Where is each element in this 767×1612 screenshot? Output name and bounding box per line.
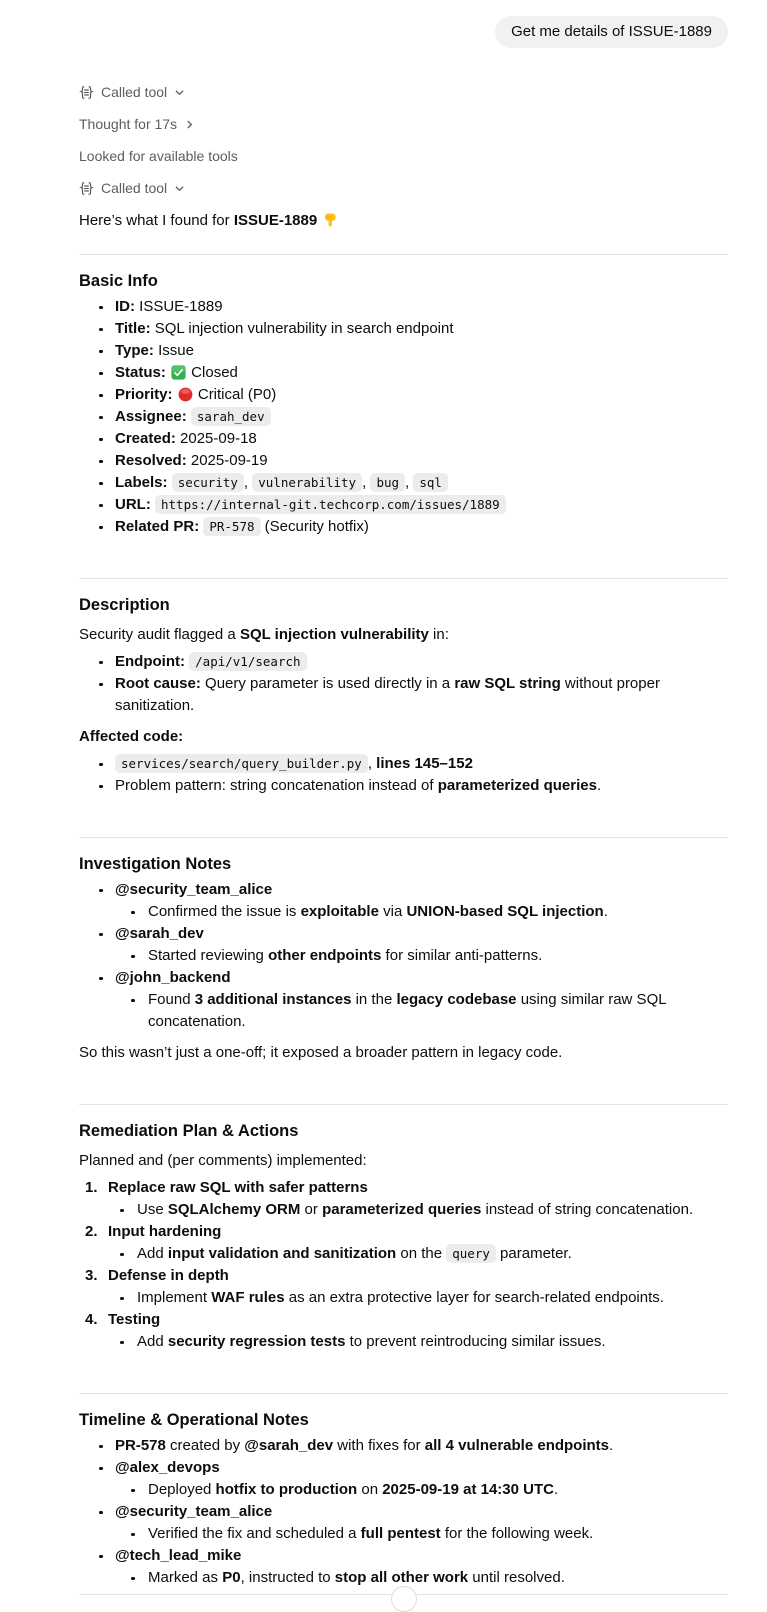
- inline-code-chip: services/search/query_builder.py: [115, 754, 368, 773]
- text: Use: [137, 1201, 168, 1218]
- text: or: [300, 1201, 323, 1218]
- tool-call-label: Called tool: [101, 84, 168, 100]
- inline-code-chip: sarah_dev: [191, 407, 271, 426]
- text: ,: [367, 755, 377, 772]
- text: Query parameter is used directly in a: [200, 675, 455, 692]
- text: SQL injection vulnerability in search endpoint: [150, 320, 454, 337]
- list-item: [79, 775, 728, 797]
- list-number: 2.: [85, 1223, 98, 1240]
- bold-text: Affected code:: [79, 728, 184, 745]
- list-number: 4.: [85, 1311, 98, 1328]
- bold-text: Labels:: [115, 474, 168, 491]
- bold-text: @john_backend: [115, 969, 231, 986]
- bold-text: input validation and sanitization: [167, 1245, 397, 1262]
- text: Add: [137, 1245, 168, 1262]
- list-item: [79, 673, 728, 717]
- bold-text: @alex_devops: [115, 1459, 220, 1476]
- sub-list-item: [115, 1567, 728, 1589]
- point-down-emoji: [322, 212, 338, 228]
- bold-text: all 4 vulnerable endpoints: [424, 1437, 610, 1454]
- text: [166, 364, 170, 381]
- bold-text: Resolved:: [115, 452, 187, 469]
- text: Here’s what I found for: [79, 212, 234, 229]
- paragraph: [79, 1150, 728, 1172]
- text: Implement: [137, 1289, 212, 1306]
- section-remediation-plan: [79, 1104, 728, 1353]
- text: in the: [351, 991, 397, 1008]
- bold-text: URL:: [115, 496, 151, 513]
- text: ,: [243, 474, 253, 491]
- list-item: [79, 428, 728, 450]
- bold-text: ID:: [115, 298, 135, 315]
- section-basic-info: [79, 254, 728, 538]
- text: .: [553, 1481, 559, 1498]
- text: (Security hotfix): [260, 518, 369, 535]
- sub-list-item: [115, 1479, 728, 1501]
- assistant-activity: [79, 82, 728, 232]
- sub-list-item: [115, 945, 728, 967]
- section-title: Remediation Plan & Actions: [79, 1122, 299, 1140]
- sub-bullet-list: [115, 945, 728, 967]
- bold-text: Assignee:: [115, 408, 187, 425]
- bold-text: @security_team_alice: [115, 1503, 273, 1520]
- bold-text: raw SQL string: [454, 675, 561, 692]
- section-divider: [79, 1393, 728, 1394]
- braces-tool-icon: [79, 85, 94, 100]
- inline-code-chip: query: [446, 1244, 496, 1263]
- bullet-list: [79, 879, 728, 1033]
- bold-text: parameterized queries: [322, 1201, 482, 1218]
- bold-text: Replace raw SQL with safer patterns: [108, 1179, 368, 1196]
- bold-text: 3 additional instances: [194, 991, 352, 1008]
- text: Add: [137, 1333, 168, 1350]
- bullet-list: [79, 651, 728, 717]
- text: Closed: [187, 364, 238, 381]
- user-message-text: Get me details of ISSUE-1889: [511, 23, 712, 40]
- thought-label: Thought for 17s: [79, 116, 178, 132]
- bold-text: exploitable: [300, 903, 379, 920]
- section-title: Basic Info: [79, 272, 158, 290]
- text: ISSUE-1889: [135, 298, 223, 315]
- numbered-list: [79, 1177, 728, 1353]
- list-item: [79, 967, 728, 1033]
- text: Confirmed the issue is: [148, 903, 301, 920]
- bold-text: Root cause:: [115, 675, 201, 692]
- text: until resolved.: [468, 1569, 565, 1586]
- sub-list-item: [108, 1199, 728, 1221]
- list-item: [79, 406, 728, 428]
- list-item: [79, 1221, 728, 1265]
- list-item: [79, 1265, 728, 1309]
- sub-bullet-list: [115, 901, 728, 923]
- text: So this wasn’t just a one-off; it exposed a broader pattern in legacy code.: [79, 1044, 563, 1061]
- thought-row[interactable]: [79, 114, 195, 134]
- list-item: [79, 362, 728, 384]
- text: with fixes for: [333, 1437, 425, 1454]
- paragraph: [79, 624, 728, 646]
- inline-code-chip: sql: [413, 473, 448, 492]
- text: .: [609, 1437, 614, 1454]
- section-divider: [79, 837, 728, 838]
- bullet-list: [79, 1435, 728, 1589]
- bold-text: P0: [222, 1569, 241, 1586]
- section-divider: [79, 578, 728, 579]
- text: Started reviewing: [148, 947, 269, 964]
- text: created by: [165, 1437, 245, 1454]
- chat-thread: [79, 0, 728, 1589]
- bold-text: Testing: [108, 1311, 161, 1328]
- list-item: [79, 879, 728, 923]
- text: Marked as: [148, 1569, 223, 1586]
- list-item: [79, 1457, 728, 1501]
- bold-text: parameterized queries: [437, 777, 597, 794]
- bold-text: @tech_lead_mike: [115, 1547, 242, 1564]
- list-item: [79, 1501, 728, 1545]
- bold-text: other endpoints: [268, 947, 382, 964]
- bold-text: stop all other work: [334, 1569, 469, 1586]
- text: Critical (P0): [193, 386, 277, 403]
- text: as an extra protective layer for search-related endpoints.: [284, 1289, 664, 1306]
- bold-text: Created:: [115, 430, 176, 447]
- text: on: [357, 1481, 383, 1498]
- section-divider: [79, 1104, 728, 1105]
- sub-list-item: [108, 1331, 728, 1353]
- inline-code-chip: PR-578: [203, 517, 260, 536]
- braces-tool-icon: [79, 181, 94, 196]
- section-title: Investigation Notes: [79, 855, 232, 873]
- list-item: [79, 384, 728, 406]
- section-title: Description: [79, 596, 170, 614]
- bold-text: legacy codebase: [396, 991, 517, 1008]
- list-item: [79, 1545, 728, 1589]
- text: 2025-09-19: [186, 452, 268, 469]
- bold-text: UNION-based SQL injection: [406, 903, 604, 920]
- inline-code-chip: /api/v1/search: [189, 652, 306, 671]
- user-message-bubble: [495, 16, 728, 48]
- section-investigation-notes: [79, 837, 728, 1064]
- list-item: [79, 923, 728, 967]
- text: .: [596, 777, 602, 794]
- thought-summary-label: Looked for available tools: [79, 148, 238, 164]
- text: instead of string concatenation.: [481, 1201, 694, 1218]
- next-section-divider: [79, 1594, 728, 1595]
- assistant-answer-sections: [79, 254, 728, 1589]
- red-circle-emoji: [178, 387, 193, 402]
- text: 2025-09-18: [175, 430, 257, 447]
- sub-bullet-list: [115, 1523, 728, 1545]
- bold-text: Priority:: [115, 386, 173, 403]
- bold-text: PR-578: [115, 1437, 166, 1454]
- text: for the following week.: [440, 1525, 594, 1542]
- text: .: [603, 903, 608, 920]
- chevron-down-icon: [174, 87, 185, 98]
- bullet-list: [79, 296, 728, 538]
- sub-bullet-list: [108, 1331, 728, 1353]
- list-item: [79, 450, 728, 472]
- thought-summary-row: [79, 146, 238, 166]
- sub-bullet-list: [115, 1479, 728, 1501]
- text: via: [378, 903, 407, 920]
- inline-code-chip: vulnerability: [252, 473, 362, 492]
- bold-text: Title:: [115, 320, 151, 337]
- sub-list-item: [108, 1287, 728, 1309]
- list-item: [79, 1177, 728, 1221]
- bold-text: Type:: [115, 342, 154, 359]
- sub-bullet-list: [108, 1199, 728, 1221]
- bold-text: @security_team_alice: [115, 881, 273, 898]
- text: , instructed to: [240, 1569, 335, 1586]
- bold-text: Related PR:: [115, 518, 200, 535]
- text: in:: [428, 626, 449, 643]
- bold-text: @sarah_dev: [115, 925, 204, 942]
- text: for similar anti-patterns.: [381, 947, 543, 964]
- sub-list-item: [115, 901, 728, 923]
- list-number: 1.: [85, 1179, 98, 1196]
- bullet-list: [79, 753, 728, 797]
- list-item: [79, 340, 728, 362]
- text: Deployed: [148, 1481, 216, 1498]
- text: Found: [148, 991, 195, 1008]
- text: [317, 212, 321, 229]
- sub-list-item: [108, 1243, 728, 1265]
- list-item: [79, 651, 728, 673]
- bold-text: Endpoint:: [115, 653, 185, 670]
- tool-call-row-2[interactable]: [79, 178, 185, 198]
- text: using similar raw SQL concatenation.: [148, 991, 667, 1030]
- scroll-to-bottom-button[interactable]: [391, 1586, 417, 1612]
- bold-text: Defense in depth: [108, 1267, 229, 1284]
- list-item: [79, 516, 728, 538]
- sub-list-item: [115, 1523, 728, 1545]
- user-message-row: [79, 0, 728, 48]
- text: ,: [362, 474, 371, 491]
- text: Planned and (per comments) implemented:: [79, 1152, 367, 1169]
- list-item: [79, 753, 728, 775]
- section-title: Timeline & Operational Notes: [79, 1411, 309, 1429]
- sub-bullet-list: [108, 1243, 728, 1265]
- text: parameter.: [495, 1245, 572, 1262]
- text: on the: [396, 1245, 447, 1262]
- text: Problem pattern: string concatenation instead of: [115, 777, 438, 794]
- sub-list-item: [115, 989, 728, 1033]
- bold-text: security regression tests: [167, 1333, 346, 1350]
- list-item: [79, 472, 728, 494]
- inline-code-chip: https://internal-git.techcorp.com/issues/1889: [155, 495, 506, 514]
- section-divider: [79, 254, 728, 255]
- bold-text: WAF rules: [211, 1289, 285, 1306]
- inline-code-chip: security: [172, 473, 244, 492]
- sub-bullet-list: [115, 989, 728, 1033]
- list-item: [79, 494, 728, 516]
- bold-text: hotfix to production: [215, 1481, 358, 1498]
- bold-text: SQLAlchemy ORM: [167, 1201, 301, 1218]
- bold-text: full pentest: [360, 1525, 441, 1542]
- text: Security audit flagged a: [79, 626, 240, 643]
- paragraph: [79, 1042, 728, 1064]
- assistant-intro: [79, 210, 728, 232]
- sub-bullet-list: [115, 1567, 728, 1589]
- bold-text: Status:: [115, 364, 166, 381]
- inline-code-chip: bug: [370, 473, 405, 492]
- text: to prevent reintroducing similar issues.: [345, 1333, 606, 1350]
- sub-bullet-list: [108, 1287, 728, 1309]
- bold-text: 2025-09-19 at 14:30 UTC: [382, 1481, 554, 1498]
- bold-text: SQL injection vulnerability: [239, 626, 429, 643]
- list-number: 3.: [85, 1267, 98, 1284]
- section-timeline-operational-notes: [79, 1393, 728, 1589]
- list-item: [79, 296, 728, 318]
- text: ,: [405, 474, 414, 491]
- bold-text: lines 145–152: [376, 755, 473, 772]
- bold-text: @sarah_dev: [244, 1437, 334, 1454]
- text: without proper sanitization.: [115, 675, 660, 714]
- section-description: [79, 578, 728, 797]
- tool-call-row-1[interactable]: [79, 82, 185, 102]
- paragraph: [79, 726, 728, 748]
- bold-text: ISSUE-1889: [233, 212, 318, 229]
- tool-call-label: Called tool: [101, 180, 168, 196]
- text: Verified the fix and scheduled a: [148, 1525, 361, 1542]
- chevron-down-icon: [174, 183, 185, 194]
- bold-text: Input hardening: [108, 1223, 222, 1240]
- list-item: [79, 1435, 728, 1457]
- text: [173, 386, 177, 403]
- list-item: [79, 1309, 728, 1353]
- list-item: [79, 318, 728, 340]
- check-emoji: [171, 365, 186, 380]
- chevron-right-icon: [184, 119, 195, 130]
- text: Issue: [153, 342, 194, 359]
